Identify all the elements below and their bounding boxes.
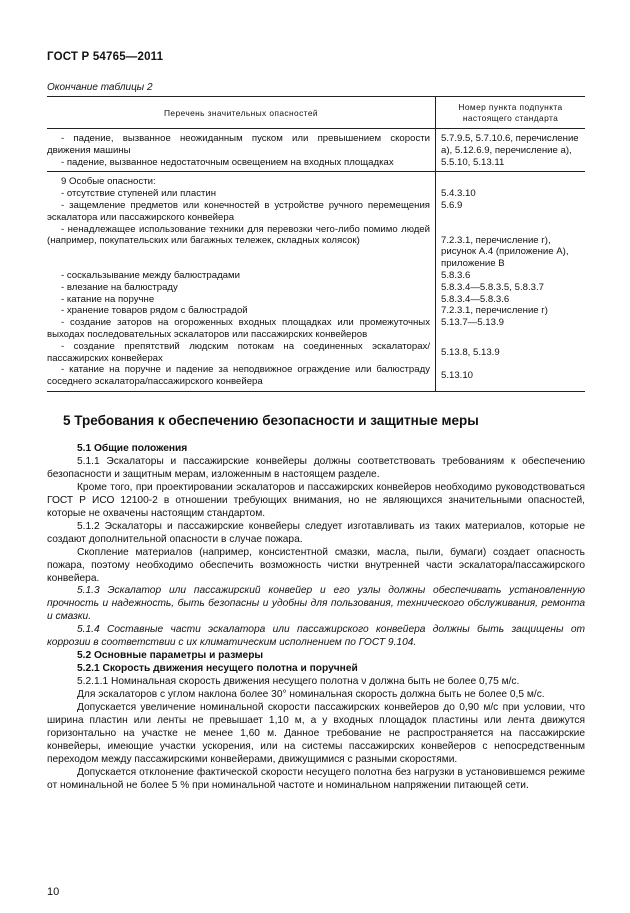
- col-clause-header: Номер пункта подпункта настоящего стандарта: [458, 102, 563, 123]
- table-row: [47, 129, 585, 157]
- clause-ref: 5.8.3.6: [441, 269, 471, 281]
- clause-ref: 5.6.9: [441, 199, 463, 211]
- table-row: [47, 172, 585, 188]
- col-hazards-header: Перечень значительных опасностей: [47, 97, 436, 129]
- table-row: [47, 341, 585, 365]
- table-row: [47, 224, 585, 270]
- table-row: [47, 317, 585, 341]
- clause-ref: 5.8.3.4—5.8.3.5, 5.8.3.7: [441, 281, 544, 293]
- heading-5-2: 5.2 Основные параметры и размеры: [77, 650, 264, 662]
- paragraph: 5.2.1.1 Номинальная скорость движения несущего полотна ν должна быть не более 0,75 м/с.: [77, 676, 520, 688]
- table-row: [47, 157, 585, 172]
- hazards-table: [47, 96, 585, 392]
- paragraph: 5.1.2 Эскалаторы и пассажирские конвейеры следует изготавливать из таких материалов, которые не создают дополнительной опасности в случае пожара.: [47, 520, 585, 545]
- document-id: ГОСТ Р 54765—2011: [47, 51, 164, 63]
- clause-ref: 7.2.3.1, перечисление г), рисунок А.4 (приложение А), приложение В: [441, 234, 569, 270]
- table-row: [47, 282, 585, 294]
- heading-5-2-1: 5.2.1 Скорость движения несущего полотна и поручней: [77, 663, 358, 675]
- page-number: 10: [47, 886, 60, 898]
- hazard-text: 9 Особые опасности:: [61, 176, 156, 188]
- clause-ref: 5.13.7—5.13.9: [441, 317, 504, 329]
- paragraph: Кроме того, при проектировании эскалаторов и пассажирских конвейеров необходимо руководствоваться ГОСТ Р ИСО 12100-2 в отношении требующих внимания, но не являющихся значительными опасностей, которые не охвачены настоящим стандартом.: [47, 481, 585, 519]
- clause-ref: 5.4.3.10: [441, 188, 476, 200]
- hazard-text: - катание на поручне и падение за неподвижное ограждение или балюстраду соседнего эскалатора/пассажирского конвейера: [47, 364, 430, 388]
- clause-ref: 5.7.9.5, 5.7.10.6, перечисление а), 5.12.6.9, перечисление а),: [441, 133, 579, 156]
- heading-5-1: 5.1 Общие положения: [77, 443, 188, 454]
- hazard-text: - ненадлежащее использование техники для перевозки чего-либо помимо людей (например, покупательских или багажных тележек, складных колясок): [47, 223, 430, 247]
- table-row: [47, 294, 585, 306]
- hazard-text: - создание заторов на огороженных входных площадках или промежуточных выходах последовательных эскалаторов или пассажирских конвейеров: [47, 317, 430, 340]
- clause-ref: 5.5.10, 5.13.11: [441, 156, 505, 168]
- hazard-text: - хранение товаров рядом с балюстрадой: [61, 305, 248, 317]
- hazard-text: - падение, вызванное неожиданным пуском или превышением скорости движения машины: [47, 133, 430, 156]
- table-row: [47, 200, 585, 224]
- paragraph: 5.1.4 Составные части эскалатора или пассажирского конвейера должны быть защищены от коррозии в соответствии с их климатическим исполнением по ГОСТ 9.104.: [47, 624, 585, 649]
- table-caption: Окончание таблицы 2: [47, 82, 153, 93]
- hazard-text: - создание препятствий людским потокам на соединенных эскалаторах/пассажирских конвейерах: [47, 340, 430, 364]
- clause-ref: 7.2.3.1, перечисление г): [441, 305, 548, 317]
- clause-ref: 5.13.8, 5.13.9: [441, 346, 500, 358]
- table-row: [47, 270, 585, 282]
- paragraph: Допускается отклонение фактической скорости несущего полотна без нагрузки в установившемся режиме от номинальной не более 5 % при номинальной частоте и номинальном напряжении питающей сети.: [47, 766, 585, 791]
- paragraph: 5.1.1 Эскалаторы и пассажирские конвейеры должны соответствовать требованиям к обеспечению безопасности и защитным мерам, изложенным в настоящем разделе.: [47, 455, 585, 480]
- hazard-text: - защемление предметов или конечностей в устройстве ручного перемещения эскалатора или пассажирского конвейера: [47, 199, 430, 223]
- hazard-text: - соскальзывание между балюстрадами: [61, 269, 240, 281]
- paragraph: Для эскалаторов с углом наклона более 30° номинальная скорость должна быть не более 0,5 м/с.: [77, 689, 545, 701]
- paragraph: Допускается увеличение номинальной скорости пассажирских конвейеров до 0,90 м/с при условии, что ширина пластин или ленты не превышает 1,10 м, а у входных площадок пластины или лента движутся горизонтально на участке не менее 1,60 м. Данное требование не распространяется на пассажирские конвейеры, имеющие участки ускорения, или на системы пассажирских конвейеров с непосредственным переходом между пассажирскими конвейерами, движущимися с разными скоростями.: [47, 702, 585, 765]
- clause-ref: 5.8.3.4—5.8.3.6: [441, 293, 510, 305]
- hazard-text: - отсутствие ступеней или пластин: [61, 188, 217, 200]
- hazard-text: - падение, вызванное недостаточным освещением на входных площадках: [61, 156, 394, 168]
- hazard-text: - влезание на балюстраду: [61, 281, 178, 293]
- paragraph: Скопление материалов (например, консистентной смазки, масла, пыли, бумаги) создает опасность пожара, поэтому необходимо обеспечить возможность чистки внутренней части эскалатора/пассажирского конвейера.: [47, 546, 585, 584]
- table-row: [47, 364, 585, 391]
- hazard-text: - катание на поручне: [61, 293, 155, 305]
- table-row: [47, 305, 585, 317]
- paragraph: 5.1.3 Эскалатор или пассажирский конвейер и его узлы должны обеспечивать установленную прочность и надежность, быть безопасны и удобны для пользования, технического обслуживания, ремонта и смазки.: [47, 585, 585, 623]
- section-body: [47, 443, 585, 793]
- clause-ref: 5.13.10: [441, 370, 474, 382]
- section-title: 5 Требования к обеспечению безопасности и защитные меры: [63, 413, 479, 428]
- table-row: [47, 188, 585, 200]
- table-header-row: [47, 97, 585, 129]
